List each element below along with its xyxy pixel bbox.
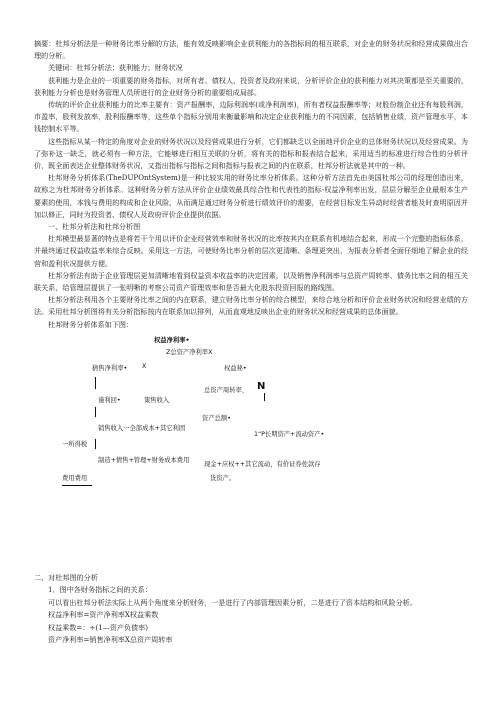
income-formula: 销售收入一全部成本+其它利固	[98, 424, 186, 432]
abstract: 摘要：杜邦分析法是一种财务比率分解的方法，能有效反映影响企业获利能力的各指标间的相互联系，对企业的财务状况和经营成果做出合理的分析。	[34, 39, 468, 61]
paragraph: 获利能力是企业的一项重要的财务指标，对所有者、债权人、投资者及政府来说，分析评价企业的获利能力对其决策都是至关重要的，获利能力分析也是财务管理人员所进行的企业财务分析的重要组成局部。	[34, 75, 468, 97]
underline	[62, 485, 92, 486]
formula-1: 权益净利率=资产净利率X权益乘数	[48, 610, 159, 620]
paragraph: 杜邦分析法有助于企业管理层更加清晰地看到权益资本收益率的决定因素，以及销售净利润率与总资产周转率、债务比率之间的相互关联关系，给管理层提供了一张明晰的考察公司资产管理效率和是否最大化股东投资回报的路线图。	[34, 270, 468, 293]
connector-line	[95, 407, 96, 417]
expense-label: 费用费用	[62, 474, 88, 482]
net-profit-label: 谨利回•	[98, 396, 121, 404]
figure-intro: 杜邦财务分析体系如下图：	[48, 319, 134, 329]
section-heading: 一、杜邦分析法和杜邦分析图	[48, 222, 141, 232]
section-2-title: 二、对杜邦图的分析	[34, 573, 98, 582]
x-mark: X	[142, 362, 147, 370]
connector-line	[95, 439, 96, 449]
paragraph: 传统的评价企业获利能力的比率主要有：资产报酬率，边际利润率(或净利润率)，所有者权益报酬率等；对股份制企业还有每股利润，市盈率，股利发放率，股利报酬率等，这些单个指标分别用来衡量影响和决定企业获利能力的不同因素，包括销售业绩，资产管理水平，本钱控制水平等。	[34, 100, 468, 134]
roe-label: 权益净利率•	[154, 336, 190, 344]
net-margin-label: 猜售净利率•	[92, 364, 128, 372]
paragraph: 杜邦分析法利用各个主要财务比率之间的内在联系，建立财务比率分析的综合模型，来综合地分析和评价企业财务状况和经营业绩的方法。采用杜邦分析图将有关分析指标按内在联系加以排列，从而直观地反映出企业的财务状况和经营成果的总体面貌。	[34, 295, 468, 317]
keywords: 关键词：杜邦分析法；获利能力；财务状况	[48, 63, 183, 73]
connector-line	[95, 377, 96, 389]
paragraph: 杜邦模型最显著的特点是将若干个用以评价企业经营效率和财务状况的比率按其内在联系有机地结合起来，形成一个完整的指标体系，并最终通过权益收益率来综合反映。采用这一方法，可使财务比率分析的层次更清晰、条理更突出，为报表分析者全面仔细地了解企业的经营和盈利状况提供方便。	[34, 234, 468, 268]
current-assets-formula: 现金+应权++其它流动，有价证券佐款存	[204, 460, 321, 468]
connector-line	[264, 393, 265, 401]
inventory-label: 货资产。	[210, 474, 236, 482]
article-body	[34, 38, 468, 493]
paragraph: 这些指标从某一特定的角度对企业的财务状况以及经营成果进行分析，它们都缺乏以全面地评价企业的总体财务状况以及经营成果。为了弥补这一缺乏，就必须有一种方法，它能够进行相互关联的分析，将有关的指标和报表结合起来，采用适当的标准进行综合性的分析评价，既全面表达企业整体财务状况，又指出指标与指标之间和指标与报表之间的内在联系，杜邦分析法就是其中的一种。	[34, 136, 468, 171]
section-2-intro: 可以看出杜邦分析法实际上从两个角度来分析财务，一是进行了内部管理因素分析，二是进行了资本结构和风险分析。	[48, 597, 417, 607]
formula-3: 资产净利率=销售净利率X总资产周转率	[48, 635, 173, 645]
dupont-diagram	[34, 333, 468, 493]
roa-label: Z总资产净利率X	[166, 348, 213, 356]
asset-turnover-label: 总资产周转率、	[204, 386, 249, 394]
equity-multiplier-label: 权益秘•	[224, 364, 247, 372]
cost-formula: 制造+情售+管理+财务成本费用	[98, 456, 190, 464]
n-mark: N	[257, 380, 266, 392]
section-2	[34, 572, 468, 646]
total-assets-label: 资产总额•	[202, 414, 231, 422]
paragraph: 杜邦财务分析体系(TheDUPOntSystem)是一种比较实用的财务比率分析体系。这种分析方法首先由美国杜邦公司的经理创造出来，故称之为杜邦财务分析体系。这种财务分析方法从评价企业绩效最具综合性和代表性的指标-权益净利率出发，层层分解至企业最根本生产要素的使用，本钱与费用的构成和企业风险，从而满足通过财务分析进行绩效评价的需要，在经营目标发生异动时经营者能及时查明原因并加以修正，同时为投资者、债权人及政府评价企业提供依据。	[34, 173, 468, 219]
sales-label: 策售收入	[144, 396, 170, 404]
income-tax-label: 一所得税	[62, 440, 88, 448]
section-2-subtitle: 1．图中各财务指标之间的关系：	[48, 585, 152, 595]
formula-2: 权益乘数=：÷(1—资产负债率)	[48, 622, 148, 632]
long-term-assets-formula: 1“P长期资产+流动资产•	[254, 430, 325, 438]
